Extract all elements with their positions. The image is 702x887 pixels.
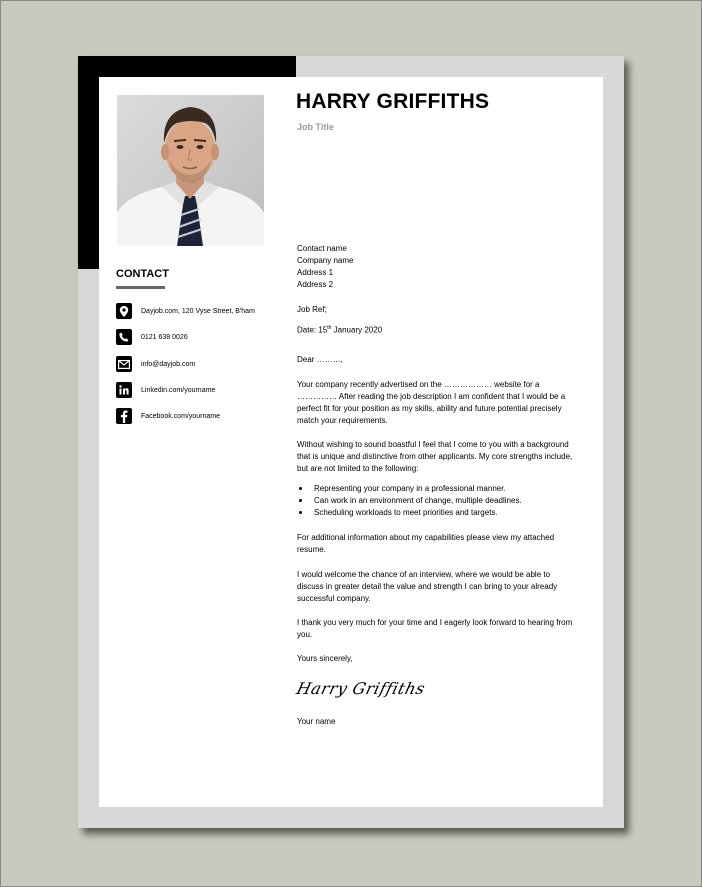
job-title: Job Title bbox=[297, 122, 334, 132]
job-ref: Job Ref; bbox=[297, 305, 327, 314]
paragraph-4: I would welcome the chance of an interview, where we would be able to discuss in greater detail the value and strength I can bring to your already successful company. bbox=[297, 570, 558, 603]
paragraph-3: For additional information about my capabilities please view my attached resume. bbox=[297, 533, 555, 554]
date-ordinal: th bbox=[327, 325, 332, 331]
recipient-contact-name: Contact name bbox=[297, 244, 347, 253]
contact-linkedin bbox=[116, 382, 215, 398]
your-name: Your name bbox=[297, 717, 336, 726]
left-black-strip bbox=[78, 77, 99, 269]
portrait-image bbox=[117, 95, 264, 246]
list-item: Scheduling workloads to meet priorities and targets. bbox=[297, 507, 577, 519]
facebook-icon bbox=[116, 408, 132, 424]
date-suffix: January 2020 bbox=[331, 325, 383, 335]
list-item: Representing your company in a professional manner. bbox=[297, 483, 577, 495]
recipient-address-1: Address 1 bbox=[297, 268, 334, 277]
letter-date bbox=[297, 322, 382, 337]
contact-email-text: info@dayjob.com bbox=[141, 360, 196, 368]
contact-facebook bbox=[116, 408, 220, 424]
contact-phone bbox=[116, 329, 188, 345]
list-item: Can work in an environment of change, multiple deadlines. bbox=[297, 495, 577, 507]
candidate-name: HARRY GRIFFITHS bbox=[296, 90, 490, 113]
contact-address-text: Dayjob.com, 120 Vyse Street, B'ham bbox=[141, 307, 255, 315]
recipient-block bbox=[297, 243, 353, 291]
recipient-company-name: Company name bbox=[297, 256, 354, 265]
map-pin-icon bbox=[116, 303, 132, 319]
contact-facebook-text: Facebook.com/yourname bbox=[141, 412, 220, 420]
recipient-address-2: Address 2 bbox=[297, 280, 334, 289]
paragraph-2: Without wishing to sound boastful I feel that I come to you with a background that is unique and distinctive from other applicants. My core strengths include, but are not limited to the following: bbox=[297, 440, 573, 473]
contact-email bbox=[116, 356, 195, 372]
paragraph-5: I thank you very much for your time and I eagerly look forward to hearing from you. bbox=[297, 618, 573, 639]
strengths-list bbox=[297, 483, 577, 519]
profile-photo bbox=[117, 95, 264, 246]
contact-phone-text: 0121 638 0026 bbox=[141, 333, 188, 341]
contact-heading: CONTACT bbox=[116, 268, 169, 280]
date-prefix: Date: 15 bbox=[297, 325, 328, 335]
phone-icon bbox=[116, 329, 132, 345]
closing: Yours sincerely, bbox=[297, 654, 353, 663]
contact-linkedin-text: Linkedin.com/yourname bbox=[141, 386, 216, 394]
contact-heading-underline bbox=[116, 286, 165, 289]
contact-address bbox=[116, 303, 255, 319]
paragraph-1: Your company recently advertised on the ……………… website for a …………… After reading the job description I am confident that I would be a perfect fit for your position as my skills, ability and future potential precisely match your requirements. bbox=[297, 380, 566, 425]
salutation: Dear ………, bbox=[297, 355, 343, 364]
linkedin-icon bbox=[116, 382, 132, 398]
email-icon bbox=[116, 356, 132, 372]
signature: Harry Griffiths bbox=[294, 679, 428, 698]
